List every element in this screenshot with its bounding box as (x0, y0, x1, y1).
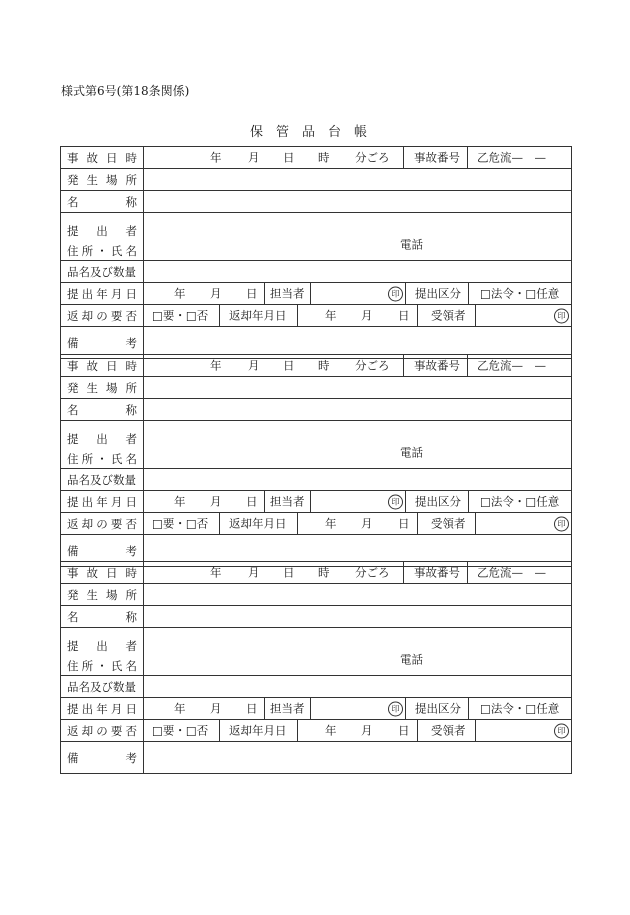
return-date-label: 返却年月日 (219, 720, 298, 741)
row-label: 発 生 場 所 (67, 172, 137, 187)
row-items (60, 676, 572, 698)
row-label: 提 出 年 月 日 (67, 494, 137, 509)
name-field[interactable] (143, 191, 572, 212)
phone-label: 電話 (400, 237, 423, 252)
row-label: 備 考 (67, 750, 137, 765)
staff-label: 担当者 (264, 491, 311, 512)
row-location (60, 584, 572, 606)
row-label: 提 出 年 月 日 (67, 701, 137, 716)
accident-no-label: 事故番号 (403, 355, 468, 376)
submit-date-field[interactable]: 年 月 日 (143, 283, 265, 304)
row-remarks (60, 742, 572, 774)
row-label: 名 称 (67, 402, 137, 417)
row-label: 発 生 場 所 (67, 380, 137, 395)
return-date-field[interactable]: 年 月 日 (297, 513, 418, 534)
location-field[interactable] (143, 377, 572, 398)
receiver-field[interactable] (475, 720, 572, 741)
row-return (60, 513, 572, 535)
accident-no-label: 事故番号 (403, 562, 468, 583)
submit-category-field[interactable]: □法令・□任意 (468, 283, 572, 304)
return-date-field[interactable]: 年 月 日 (297, 305, 418, 326)
staff-field[interactable] (310, 283, 406, 304)
row-label: 品名及び数量 (67, 472, 136, 487)
submitter-field[interactable] (143, 628, 572, 675)
row-name (60, 606, 572, 628)
seal-icon: 印 (388, 494, 403, 509)
seal-icon: 印 (388, 701, 403, 716)
receiver-label: 受領者 (417, 513, 476, 534)
name-field[interactable] (143, 399, 572, 420)
staff-label: 担当者 (264, 698, 311, 719)
location-field[interactable] (143, 584, 572, 605)
accident-no-field[interactable]: 乙危流— — (467, 562, 572, 583)
row-items (60, 469, 572, 491)
row-label: 返 却 の 要 否 (67, 723, 137, 738)
row-label: 提 出 者 住 所 ・ 氏 名 (67, 432, 137, 466)
seal-icon: 印 (554, 308, 569, 323)
row-label: 品名及び数量 (67, 264, 136, 279)
row-datetime (60, 354, 572, 377)
row-label: 名 称 (67, 609, 137, 624)
row-submitter (60, 628, 572, 676)
remarks-field[interactable] (143, 742, 572, 773)
receiver-label: 受領者 (417, 305, 476, 326)
items-field[interactable] (143, 676, 572, 697)
submitter-field[interactable] (143, 213, 572, 260)
row-submitter (60, 421, 572, 469)
staff-field[interactable] (310, 698, 406, 719)
row-submitdate (60, 698, 572, 720)
row-label: 提 出 者 住 所 ・ 氏 名 (67, 639, 137, 673)
row-name (60, 399, 572, 421)
row-items (60, 261, 572, 283)
location-field[interactable] (143, 169, 572, 190)
row-return (60, 305, 572, 327)
row-label: 返 却 の 要 否 (67, 308, 137, 323)
form-label: 様式第6号(第18条関係) (61, 84, 190, 98)
items-field[interactable] (143, 469, 572, 490)
phone-label: 電話 (400, 652, 423, 667)
row-label: 事 故 日 時 (67, 565, 137, 580)
return-date-field[interactable]: 年 月 日 (297, 720, 418, 741)
submit-category-field[interactable]: □法令・□任意 (468, 698, 572, 719)
name-field[interactable] (143, 606, 572, 627)
seal-icon: 印 (554, 723, 569, 738)
row-location (60, 377, 572, 399)
receiver-field[interactable] (475, 305, 572, 326)
datetime-field[interactable]: 年 月 日 時 分ごろ (143, 355, 404, 376)
row-name (60, 191, 572, 213)
row-datetime (60, 561, 572, 584)
row-submitter (60, 213, 572, 261)
submit-date-field[interactable]: 年 月 日 (143, 491, 265, 512)
datetime-field[interactable]: 年 月 日 時 分ごろ (143, 562, 404, 583)
staff-label: 担当者 (264, 283, 311, 304)
receiver-field[interactable] (475, 513, 572, 534)
staff-field[interactable] (310, 491, 406, 512)
accident-no-label: 事故番号 (403, 147, 468, 168)
items-field[interactable] (143, 261, 572, 282)
return-needed-field[interactable]: □要・□否 (143, 305, 220, 326)
row-submitdate (60, 283, 572, 305)
row-label: 品名及び数量 (67, 679, 136, 694)
datetime-field[interactable]: 年 月 日 時 分ごろ (143, 147, 404, 168)
phone-label: 電話 (400, 445, 423, 460)
submitter-field[interactable] (143, 421, 572, 468)
seal-icon: 印 (388, 286, 403, 301)
return-date-label: 返却年月日 (219, 305, 298, 326)
accident-no-field[interactable]: 乙危流— — (467, 355, 572, 376)
receiver-label: 受領者 (417, 720, 476, 741)
row-label: 名 称 (67, 194, 137, 209)
form-title: 保管品台帳 (249, 125, 380, 140)
submit-category-label: 提出区分 (405, 698, 469, 719)
accident-no-field[interactable]: 乙危流— — (467, 147, 572, 168)
row-label: 発 生 場 所 (67, 587, 137, 602)
return-date-label: 返却年月日 (219, 513, 298, 534)
row-datetime (60, 146, 572, 169)
row-location (60, 169, 572, 191)
row-label: 備 考 (67, 335, 137, 350)
row-label: 事 故 日 時 (67, 358, 137, 373)
row-return (60, 720, 572, 742)
submit-category-label: 提出区分 (405, 283, 469, 304)
submit-category-label: 提出区分 (405, 491, 469, 512)
row-label: 事 故 日 時 (67, 150, 137, 165)
return-needed-field[interactable]: □要・□否 (143, 513, 220, 534)
row-submitdate (60, 491, 572, 513)
seal-icon: 印 (554, 516, 569, 531)
return-needed-field[interactable]: □要・□否 (143, 720, 220, 741)
row-label: 提 出 者 住 所 ・ 氏 名 (67, 224, 137, 258)
row-label: 提 出 年 月 日 (67, 286, 137, 301)
submit-date-field[interactable]: 年 月 日 (143, 698, 265, 719)
row-label: 返 却 の 要 否 (67, 516, 137, 531)
submit-category-field[interactable]: □法令・□任意 (468, 491, 572, 512)
row-label: 備 考 (67, 543, 137, 558)
